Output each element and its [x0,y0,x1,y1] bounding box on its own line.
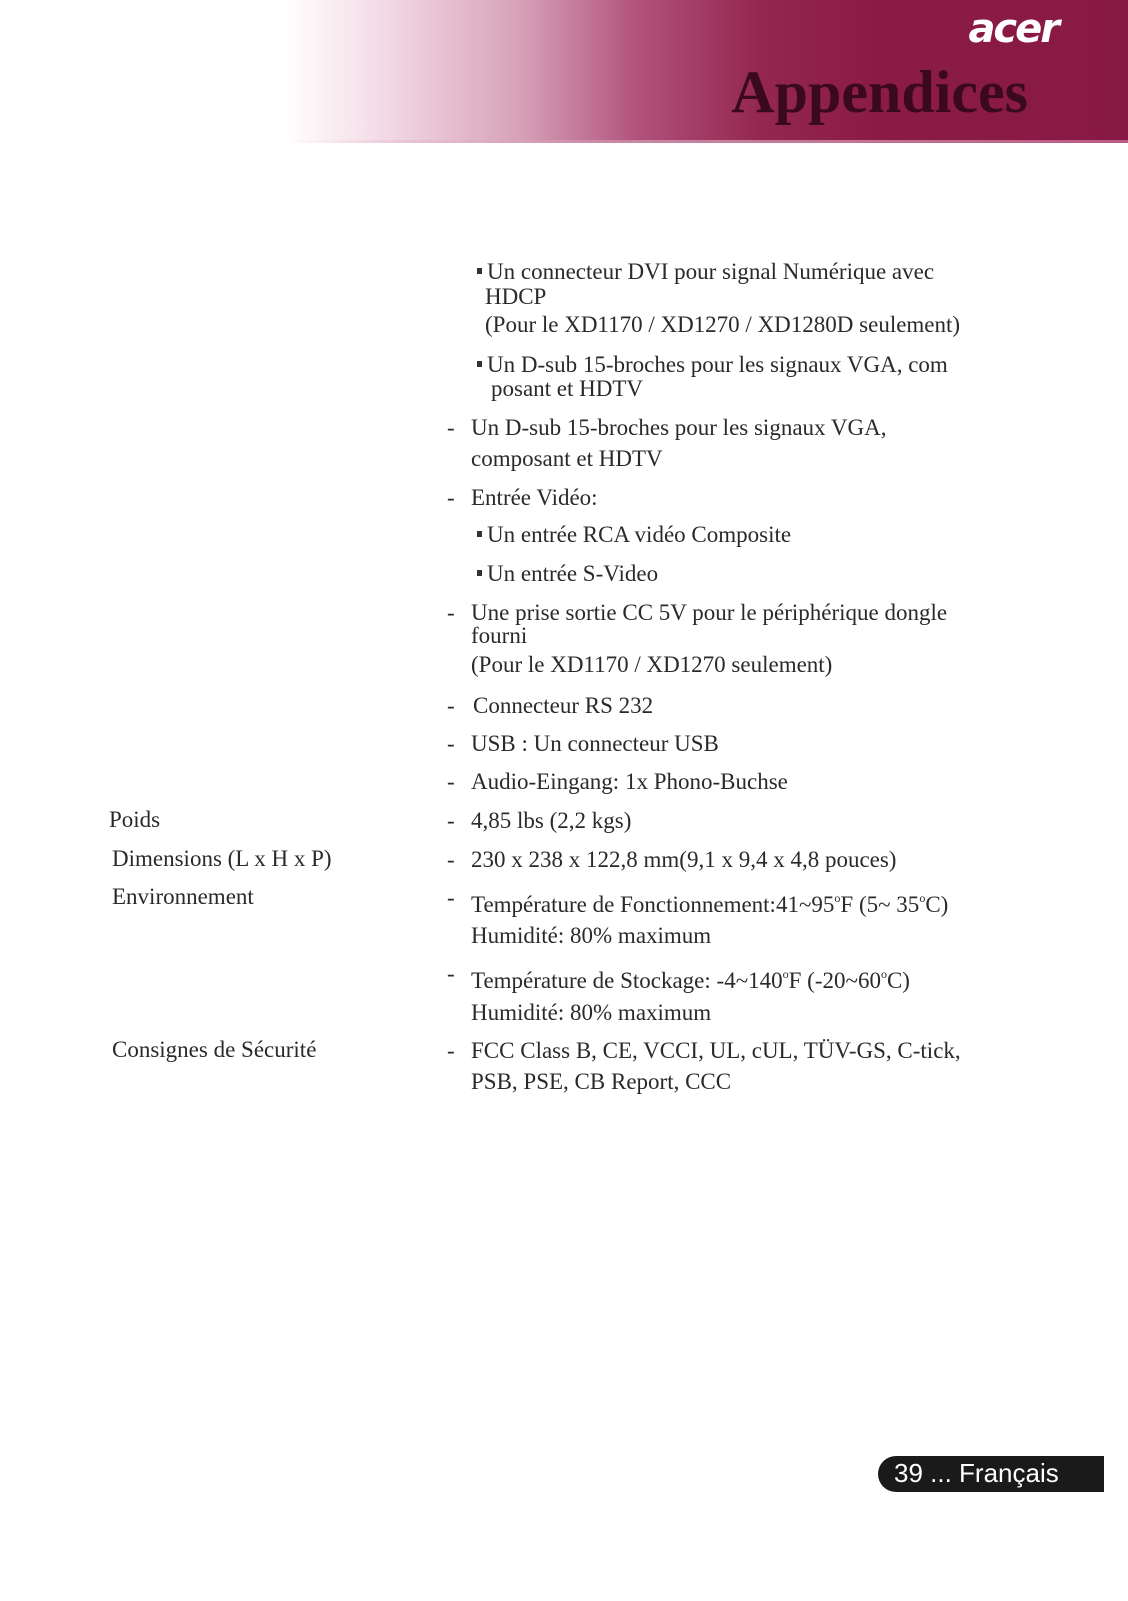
list-item-dvi: Un connecteur DVI pour signal Numérique avec [477,260,934,284]
env-operating-temp: Température de Fonctionnement:41~95$^o$F (5~ 35$^o$C) [471,891,949,917]
list-item-video-in: Entrée Vidéo: [471,485,598,510]
safety-value: FCC Class B, CE, VCCI, UL, cUL, TÜV-GS, C-tick, [471,1038,961,1063]
square-bullet-icon [477,361,482,367]
list-item-dsub: Un D-sub 15-broches pour les signaux VGA, [471,415,887,440]
env-storage-temp: Température de Stockage: -4~140$^o$F (-20~60$^o$C) [471,967,910,993]
list-item-dc-out-cont: fourni [471,623,528,648]
safety-label: Consignes de Sécurité [112,1037,317,1062]
list-item-dvi-cont: HDCP [485,284,547,309]
dash-marker: - [447,769,455,794]
dash-marker: - [447,1038,455,1063]
square-bullet-icon [477,531,482,537]
page-title: Appendices [731,59,1028,125]
weight-label: Poids [109,807,161,832]
dash-marker: - [447,485,455,510]
environment-label: Environnement [112,884,254,909]
list-item-dc-out: Une prise sortie CC 5V pour le périphérique dongle [471,600,948,625]
weight-value: 4,85 lbs (2,2 kgs) [471,808,632,833]
env-operating-humidity: Humidité: 80% maximum [471,923,712,948]
list-item-svideo: Un entrée S-Video [477,562,658,586]
dash-marker: - [447,961,455,986]
dash-marker: - [447,885,455,910]
dash-marker: - [447,600,455,625]
square-bullet-icon [477,268,482,274]
dash-marker: - [447,415,455,440]
env-storage-humidity: Humidité: 80% maximum [471,1000,712,1025]
acer-logo: acer [968,6,1058,52]
list-item-dsub-sub-cont: posant et HDTV [491,376,644,401]
dash-marker: - [447,731,455,756]
list-item-dsub-sub: Un D-sub 15-broches pour les signaux VGA, com [477,353,948,377]
dash-marker: - [447,808,455,833]
list-item-dsub-cont: composant et HDTV [471,446,663,471]
dash-marker: - [447,693,455,718]
list-item-dc-out-note: (Pour le XD1170 / XD1270 seulement) [471,652,833,677]
list-item-usb: USB : Un connecteur USB [471,731,719,756]
square-bullet-icon [477,570,482,576]
safety-value-cont: PSB, PSE, CB Report, CCC [471,1069,732,1094]
list-item-dvi-note: (Pour le XD1170 / XD1270 / XD1280D seulement) [485,312,961,337]
list-item-rca: Un entrée RCA vidéo Composite [477,523,791,547]
list-item-audio: Audio-Eingang: 1x Phono-Buchse [471,769,788,794]
dash-marker: - [447,847,455,872]
list-item-rs232: Connecteur RS 232 [473,693,654,718]
dimensions-label: Dimensions (L x H x P) [112,846,332,871]
dimensions-value: 230 x 238 x 122,8 mm(9,1 x 9,4 x 4,8 pouces) [471,847,897,872]
page-number: 39 ... Français [894,1458,1059,1488]
